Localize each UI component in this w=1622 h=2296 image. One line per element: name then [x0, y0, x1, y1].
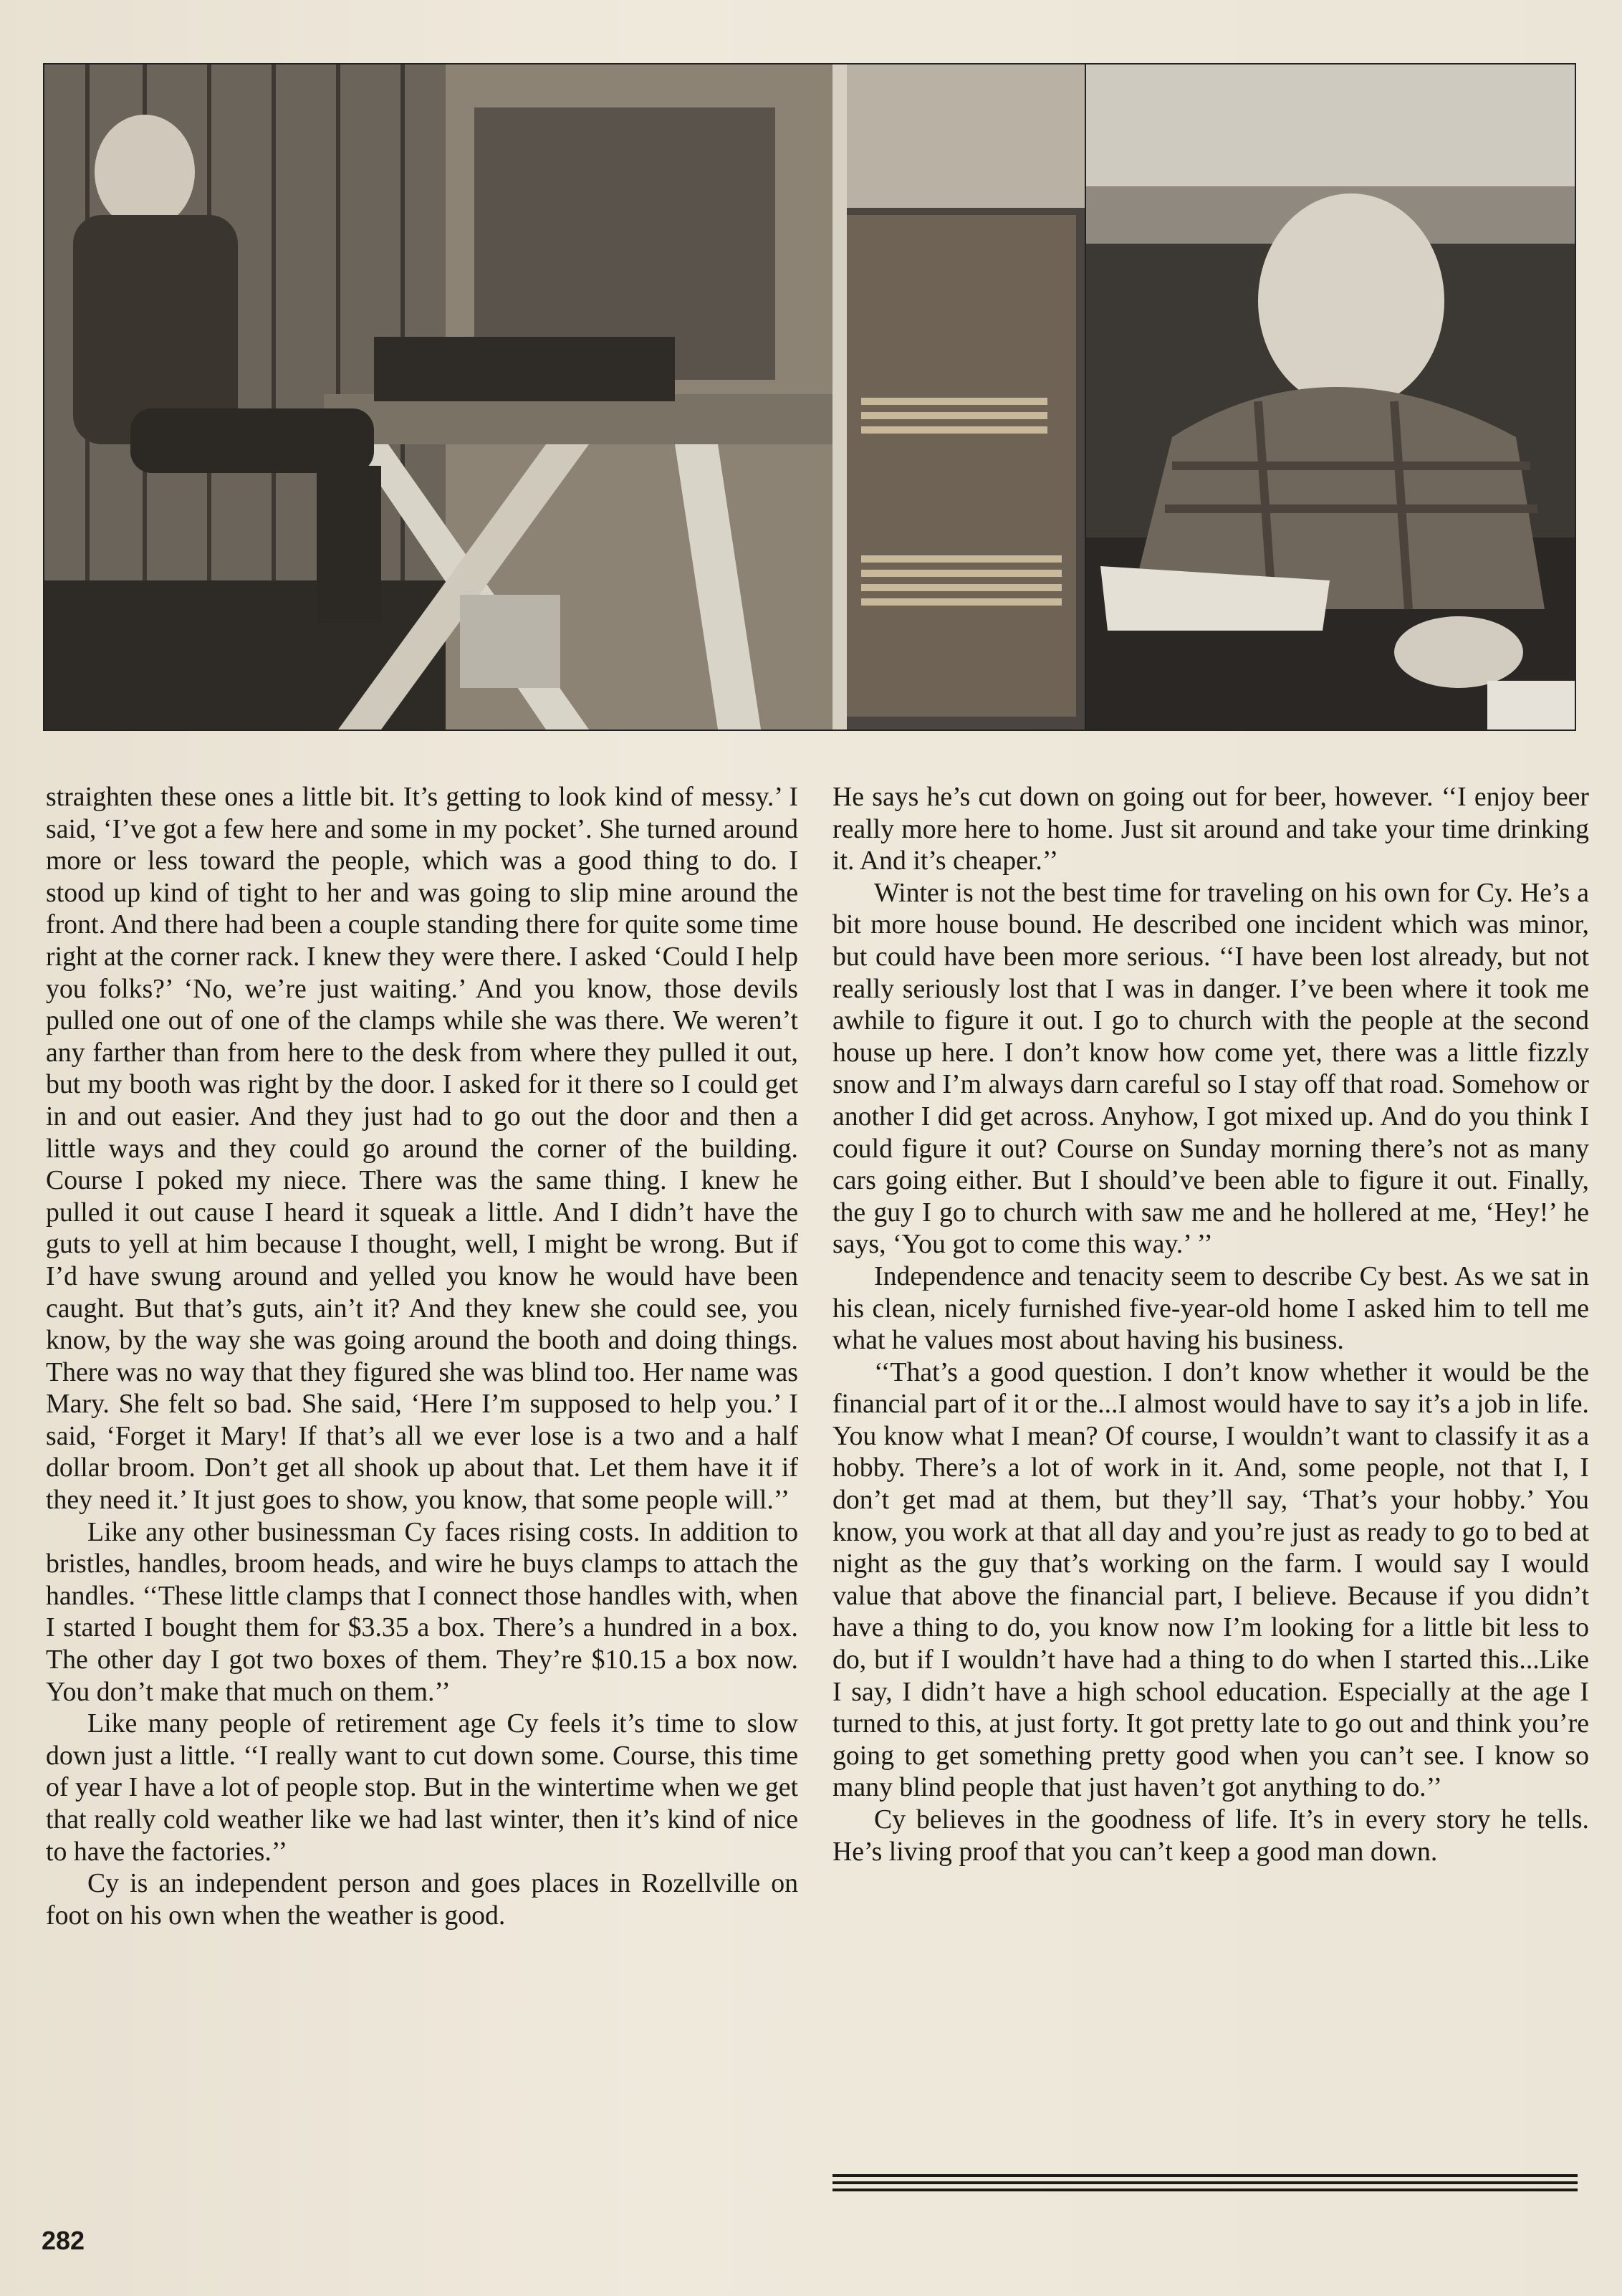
article-left-column	[46, 781, 798, 1931]
end-rule	[832, 2181, 1578, 2184]
paragraph: straighten these ones a little bit. It’s getting to look kind of messy.’ I said, ‘I’ve got a few here and some in my pocket’. She turned around more or less toward the people, which was a good thing to do. I stood up kind of tight to her and was going to slip mine around the front. And there had been a couple standing there for quite some time right at the corner rack. I knew they were there. I asked ‘Could I help you folks?’ ‘No, we’re just waiting.’ And you know, those devils pulled one out of one of the clamps while she was there. We weren’t any farther than from here to the desk from where they pulled it out, but my booth was right by the door. I asked for it there so I could get in and out easier. And they just had to go out the door and then a little ways and they could go around the corner of the building. Course I poked my niece. There was the same thing. I knew he pulled it out cause I heard it squeak a little. And I didn’t have the guts to yell at him because I thought, well, I might be wrong. But if I’d have swung around and yelled you know he would have been caught. But that’s guts, ain’t it? And they knew she could see, you know, by the way she was going around the booth and doing things. There was no way that they figured she was blind too. Her name was Mary. She felt so bad. She said, ‘Here I’m supposed to help you.’ I said, ‘Forget it Mary! If that’s all we ever lose is a two and a half dollar broom. Don’t get all shook up about that. Let them have it if they need it.’ It just goes to show, you know, that some people will.’’	[46, 782, 798, 1516]
paragraph: Cy believes in the goodness of life. It’s in every story he tells. He’s living proof that you can’t keep a good man down.	[832, 1804, 1589, 1867]
table-photo-graphic	[1086, 64, 1575, 730]
paragraph: He says he’s cut down on going out for beer, however. ‘‘I enjoy beer really more here to home. Just sit around and take your time drinking it. And it’s cheaper.’’	[832, 782, 1589, 876]
paragraph: Cy is an independent person and goes places in Rozellville on foot on his own when the weather is good.	[46, 1868, 798, 1931]
paragraph: Like many people of retirement age Cy feels it’s time to slow down just a little. ‘‘I really want to cut down some. Course, this time of year I have a lot of people stop. But in the wintertime when we get that really cold weather like we had last winter, then it’s kind of nice to have the factories.’’	[46, 1708, 798, 1867]
photo-cy-at-table	[1085, 63, 1576, 731]
article-end-rules	[832, 2174, 1578, 2196]
paragraph: ‘‘That’s a good question. I don’t know whether it would be the financial part of it or the...I almost would have to say it’s a job in life. You know what I mean? Of course, I wouldn’t want to classify it as a hobby. There’s a lot of work in it. And, some people, not that I, I don’t get mad at them, but they’ll say, ‘That’s your hobby.’ You know, you work at that all day and you’re just as ready to go to bed at night as the guy that’s working on the farm. I would say I would value that above the financial part, I believe. Because if you didn’t have a thing to do, you know now I’m looking for a little bit less to do, but if I wouldn’t have had a thing to do when I started this...Like I say, I didn’t have a high school education. Especially at the age I turned to this, at just forty. It got pretty late to go out and think you’re going to get something pretty good when you can’t see. I know so many blind people that just haven’t got anything to do.’’	[832, 1357, 1589, 1803]
photo-cy-at-workbench	[43, 63, 1086, 731]
paragraph: Winter is not the best time for traveling on his own for Cy. He’s a bit more house bound. He described one incident which was minor, but could have been more serious. ‘‘I have been lost already, but not really seriously lost that I was in danger. I’ve been where it took me awhile to figure it out. I go to church with the people at the second house up here. I don’t know how come yet, there was a little fizzly snow and I’m always darn careful so I stay off that road. Somehow or another I did get across. Anyhow, I got mixed up. And do you think I could figure it out? Course on Sunday morning there’s not as many cars going either. But I should’ve been able to figure it out. Finally, the guy I go to church with saw me and he hollered at me, ‘Hey!’ he says, ‘You got to come this way.’ ’’	[832, 877, 1589, 1260]
paragraph: Independence and tenacity seem to describe Cy best. As we sat in his clean, nicely furnished five-year-old home I asked him to tell me what he values most about having his business.	[832, 1261, 1589, 1356]
end-rule	[832, 2174, 1578, 2177]
article-right-column	[832, 781, 1589, 1867]
workbench-photo-graphic	[44, 64, 1085, 730]
end-rule	[832, 2189, 1578, 2191]
paragraph: Like any other businessman Cy faces rising costs. In addition to bristles, handles, broom heads, and wire he buys clamps to attach the handles. ‘‘These little clamps that I connect those handles with, when I started I bought them for $3.35 a box. There’s a hundred in a box. The other day I got two boxes of them. They’re $10.15 a box now. You don’t make that much on them.’’	[46, 1516, 798, 1707]
page-number: 282	[42, 2226, 85, 2255]
